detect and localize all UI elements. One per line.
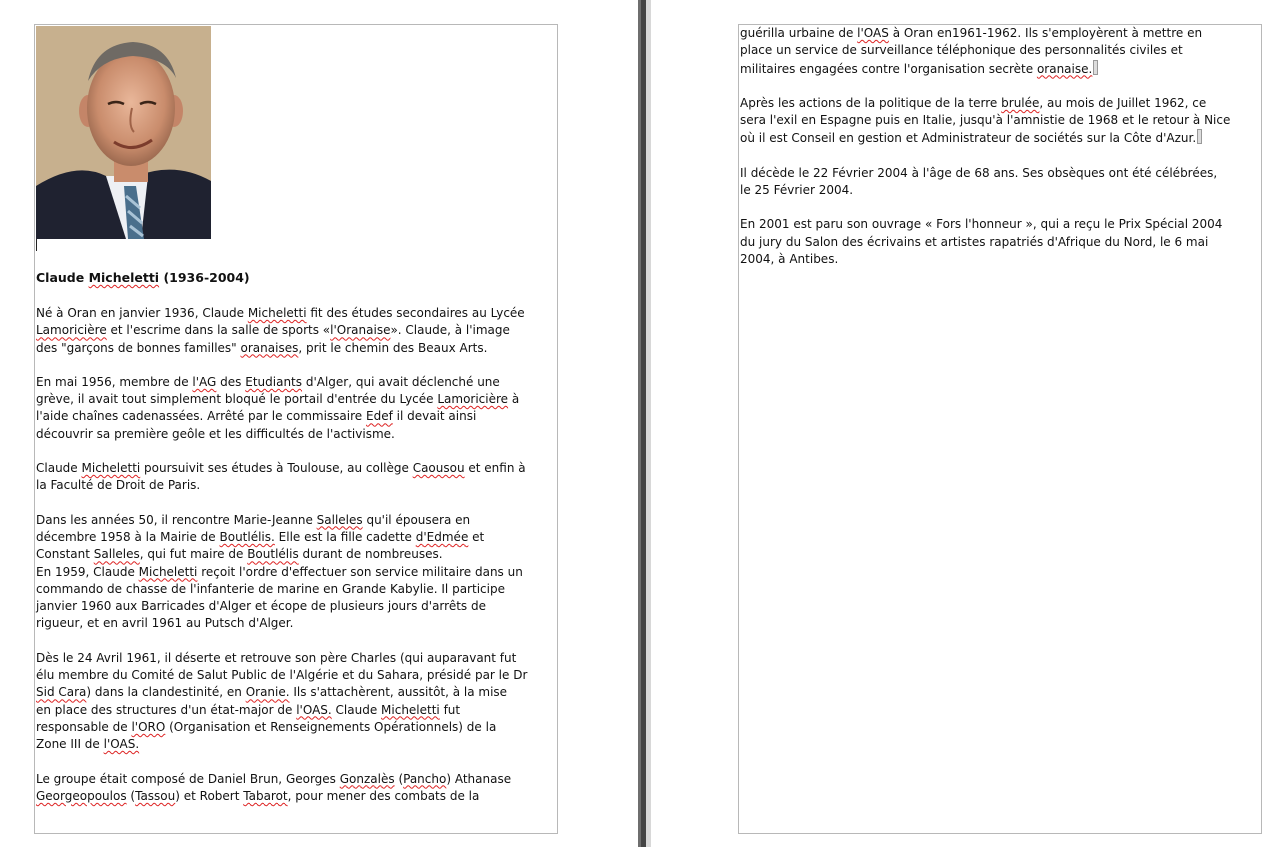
paragraph bbox=[740, 165, 1230, 200]
text-run: 2004, à Antibes. bbox=[740, 251, 839, 266]
spellcheck-word: Boutlélis. bbox=[219, 529, 275, 544]
page-divider-light bbox=[646, 0, 651, 847]
spellcheck-word: Lamoricière bbox=[36, 323, 107, 338]
text-run: Après les actions de la politique de la terre bbox=[740, 95, 1002, 110]
text-line bbox=[36, 460, 527, 477]
text-line bbox=[36, 581, 527, 598]
text-run: Né à Oran en janvier 1936, Claude bbox=[36, 306, 248, 320]
text-run: Le groupe était composé de Daniel Brun, Georges bbox=[36, 771, 340, 786]
text-run: Elle est la fille cadette bbox=[274, 529, 416, 544]
paragraph bbox=[740, 216, 1230, 268]
paragraph bbox=[36, 460, 527, 495]
text-run: , qui fut maire de bbox=[139, 547, 248, 562]
text-line bbox=[740, 251, 1230, 268]
spellcheck-word: Lamoricière bbox=[437, 392, 509, 407]
text-run: ) dans la clandestinité, en bbox=[86, 685, 246, 700]
text-run: durant de nombreuses. bbox=[298, 547, 443, 562]
paragraph bbox=[36, 771, 527, 806]
text-run: d'Alger, qui avait déclenché une bbox=[302, 374, 500, 389]
text-run: en place des structures d'un état-major de bbox=[36, 702, 297, 717]
text-run: fit des études secondaires au Lycée bbox=[306, 306, 525, 320]
text-run: janvier 1960 aux Barricades d'Alger et écope de plusieurs jours d'arrêts de bbox=[36, 599, 486, 614]
text-line bbox=[740, 182, 1230, 199]
text-run: commando de chasse de l'infanterie de marine en Grande Kabylie. Il participe bbox=[36, 581, 505, 596]
text-line bbox=[36, 340, 527, 357]
text-run: des bbox=[216, 374, 246, 389]
spellcheck-word: Micheletti bbox=[88, 270, 160, 285]
text-run: du jury du Salon des écrivains et artistes rapatriés d'Afrique du Nord, le 6 mai bbox=[740, 234, 1209, 249]
spellcheck-word: l'ORO bbox=[131, 719, 166, 734]
spellcheck-word: oranaise. bbox=[1036, 61, 1093, 76]
text-line bbox=[36, 564, 527, 581]
text-caret bbox=[1197, 129, 1202, 144]
spellcheck-word: Oranie. bbox=[245, 685, 290, 700]
paragraph bbox=[36, 305, 527, 357]
spellcheck-word: Pancho bbox=[403, 771, 447, 786]
text-run: et bbox=[468, 529, 485, 544]
text-line bbox=[740, 234, 1230, 251]
text-run: reçoit l'ordre d'effectuer son service militaire dans un bbox=[197, 564, 523, 579]
text-run: Claude bbox=[331, 702, 382, 717]
spellcheck-word: Gonzalès bbox=[339, 771, 395, 786]
spellcheck-word: brulée bbox=[1001, 95, 1040, 110]
text-line bbox=[36, 736, 527, 753]
text-line bbox=[36, 477, 527, 494]
text-run: la Faculté de Droit de Paris. bbox=[36, 478, 201, 493]
text-line bbox=[36, 426, 527, 443]
text-run: , au mois de Juillet 1962, ce bbox=[1039, 95, 1207, 110]
text-run: Il décède le 22 Février 2004 à l'âge de 68 ans. Ses obsèques ont été célébrées, bbox=[740, 165, 1218, 180]
text-run: , pour mener des combats de la bbox=[287, 788, 480, 803]
text-line bbox=[36, 529, 527, 546]
spellcheck-word: Micheletti bbox=[81, 461, 141, 476]
spellcheck-word: Tabarot bbox=[243, 788, 288, 803]
text-run: grève, il avait tout simplement bloqué le portail d'entrée du Lycée bbox=[36, 392, 438, 407]
text-run: En mai 1956, membre de bbox=[36, 374, 193, 389]
text-line bbox=[36, 391, 527, 408]
text-run: qu'il épousera en bbox=[362, 512, 471, 527]
text-line bbox=[36, 374, 527, 391]
text-line bbox=[740, 42, 1230, 59]
spellcheck-word: Etudiants bbox=[245, 374, 303, 389]
text-run: En 2001 est paru son ouvrage « Fors l'honneur », qui a reçu le Prix Spécial 2004 bbox=[740, 217, 1223, 232]
spellcheck-word: l'OAS. bbox=[296, 702, 332, 717]
spellcheck-word: Georgeopoulos bbox=[36, 788, 127, 803]
text-line bbox=[36, 305, 527, 322]
text-line bbox=[740, 95, 1230, 112]
text-line bbox=[36, 702, 527, 719]
text-caret bbox=[1093, 60, 1098, 75]
left-page-body bbox=[36, 305, 527, 805]
text-line bbox=[740, 60, 1230, 78]
text-line bbox=[36, 650, 527, 667]
text-run: ( bbox=[126, 788, 136, 803]
text-run: à Oran en1961-1962. Ils s'employèrent à mettre en bbox=[888, 26, 1203, 40]
text-run: Dans les années 50, il rencontre Marie-Jeanne bbox=[36, 512, 317, 527]
text-run: découvrir sa première geôle et les difficultés de l'activisme. bbox=[36, 426, 395, 441]
text-run: militaires engagées contre l'organisation secrète bbox=[740, 61, 1037, 76]
spellcheck-word: l'OAS. bbox=[103, 737, 140, 752]
text-line bbox=[36, 771, 527, 788]
text-line bbox=[36, 546, 527, 563]
paragraph bbox=[740, 95, 1230, 148]
text-line bbox=[36, 719, 527, 736]
document-page-left[interactable] bbox=[34, 24, 558, 834]
spellcheck-word: l'OAS bbox=[857, 26, 889, 40]
spellcheck-word: l'AG bbox=[192, 374, 217, 389]
text-run: ( bbox=[394, 771, 404, 786]
spellcheck-word: l'Oranaise bbox=[330, 323, 391, 338]
spellcheck-word: Salleles bbox=[316, 512, 363, 527]
text-run: il devait ainsi bbox=[392, 409, 477, 424]
spellcheck-word: Boutlélis bbox=[247, 547, 299, 562]
text-line bbox=[740, 112, 1230, 129]
spellcheck-word: Micheletti bbox=[381, 702, 440, 717]
text-run: (Organisation et Renseignements Opérationnels) de la bbox=[165, 719, 497, 734]
text-run: Zone III de bbox=[36, 737, 104, 752]
text-line bbox=[36, 408, 527, 425]
text-run: responsable de bbox=[36, 719, 132, 734]
text-line bbox=[740, 25, 1230, 42]
paragraph bbox=[36, 512, 527, 633]
text-line bbox=[36, 788, 527, 805]
portrait-photo bbox=[36, 26, 211, 239]
text-run: où il est Conseil en gestion et Administrateur de sociétés sur la Côte d'Azur. bbox=[740, 131, 1197, 146]
text-run: Constant bbox=[36, 547, 94, 562]
text-run: guérilla urbaine de bbox=[740, 26, 858, 40]
text-cursor bbox=[36, 239, 37, 251]
spellcheck-word: Edef bbox=[366, 409, 393, 424]
text-run: décembre 1958 à la Mairie de bbox=[36, 529, 220, 544]
text-run: fut bbox=[439, 702, 461, 717]
text-run: à bbox=[508, 392, 520, 407]
text-line bbox=[740, 165, 1230, 182]
text-run: élu membre du Comité de Salut Public de l'Algérie et du Sahara, présidé par le Dr bbox=[36, 668, 528, 683]
text-line bbox=[36, 322, 527, 339]
text-run: ». Claude, à l'image bbox=[390, 323, 510, 338]
text-run: le 25 Février 2004. bbox=[740, 183, 854, 198]
spellcheck-word: Tassou bbox=[135, 788, 176, 803]
text-line bbox=[36, 598, 527, 615]
text-run: , prit le chemin des Beaux Arts. bbox=[298, 340, 488, 355]
spellcheck-word: oranaises bbox=[240, 340, 299, 355]
text-line bbox=[36, 615, 527, 632]
document-title: Claude Micheletti (1936-2004) bbox=[36, 270, 250, 285]
text-run: ) Athanase bbox=[446, 771, 512, 786]
document-page-right[interactable] bbox=[738, 24, 1262, 834]
text-line bbox=[36, 512, 527, 529]
spellcheck-word: Salleles bbox=[93, 547, 140, 562]
text-line bbox=[36, 684, 527, 701]
text-run: ) et Robert bbox=[175, 788, 244, 803]
paragraph bbox=[36, 374, 527, 443]
text-run: rigueur, et en avril 1961 au Putsch d'Alger. bbox=[36, 616, 294, 631]
text-run: l'aide chaînes cadenassées. Arrêté par le commissaire bbox=[36, 409, 366, 424]
text-run: En 1959, Claude bbox=[36, 564, 139, 579]
paragraph bbox=[36, 650, 527, 754]
text-line bbox=[740, 129, 1230, 147]
spellcheck-word: Micheletti bbox=[138, 564, 198, 579]
text-run: Ils s'attachèrent, aussitôt, à la mise bbox=[289, 685, 508, 700]
spellcheck-word: Micheletti bbox=[247, 306, 307, 320]
text-run: des "garçons de bonnes familles" bbox=[36, 340, 241, 355]
text-run: poursuivit ses études à Toulouse, au collège bbox=[140, 461, 413, 476]
right-page-body bbox=[740, 25, 1230, 268]
text-run: et l'escrime dans la salle de sports « bbox=[106, 323, 331, 338]
text-run: et enfin à bbox=[464, 461, 526, 476]
text-line bbox=[36, 667, 527, 684]
spellcheck-word: d'Edmée bbox=[415, 529, 469, 544]
text-run: Claude bbox=[36, 461, 82, 476]
spellcheck-word: Sid Cara bbox=[36, 685, 87, 700]
text-run: place un service de surveillance téléphonique des personnalités civiles et bbox=[740, 43, 1183, 58]
spellcheck-word: Caousou bbox=[412, 461, 465, 476]
text-line bbox=[740, 216, 1230, 233]
text-run: sera l'exil en Espagne puis en Italie, jusqu'à l'amnistie de 1968 et le retour à Nice bbox=[740, 113, 1231, 128]
paragraph bbox=[740, 25, 1230, 78]
text-run: Dès le 24 Avril 1961, il déserte et retrouve son père Charles (qui auparavant fut bbox=[36, 650, 517, 665]
